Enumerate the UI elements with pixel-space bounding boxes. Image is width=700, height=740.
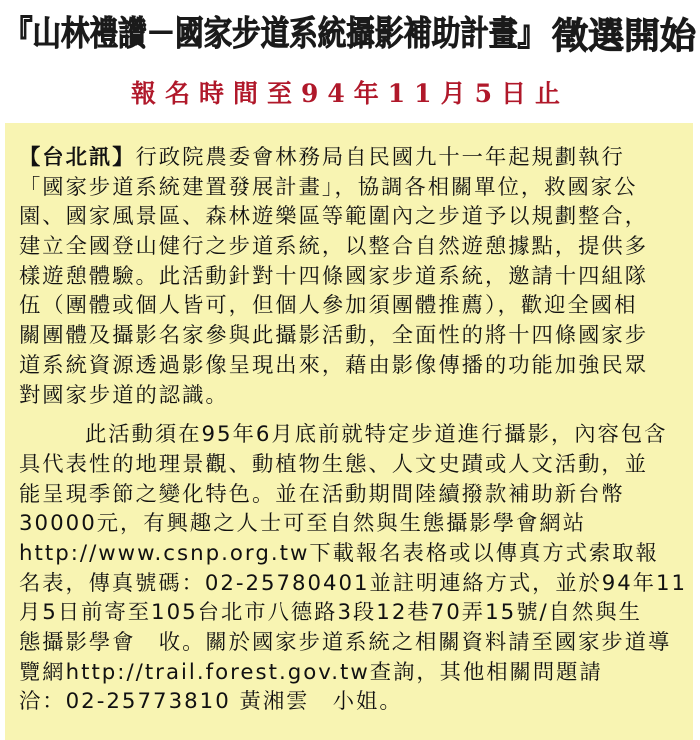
article-line: 道系統資源透過影像呈現出來，藉由影像傳播的功能加強民眾 xyxy=(19,352,649,378)
article-line: 伍（團體或個人皆可，但個人參加須團體推薦），歡迎全國相 xyxy=(19,293,638,319)
article-line: 態攝影學會 收。關於國家步道系統之相關資料請至國家步道導 xyxy=(19,630,672,655)
article-line: 建立全國登山健行之步道系統，以整合自然遊憩據點，提供多 xyxy=(19,234,649,260)
dateline: 【台北訊】 xyxy=(19,145,136,170)
article-line: 洽：02-25773810 黃湘雲 小姐。 xyxy=(19,689,403,715)
headline xyxy=(4,0,696,60)
article-box xyxy=(5,123,693,740)
deadline-text: 報名時間至94年11月5日止 xyxy=(131,79,569,108)
article-line: 覽網http://trail.forest.gov.tw查詢，其他相關問題請 xyxy=(19,659,603,685)
headline-subtitle: 徵選開始 xyxy=(551,16,696,57)
article-line: 關團體及攝影名家參與此攝影活動，全面性的將十四條國家步 xyxy=(19,323,649,349)
article-line: 樣遊憩體驗。此活動針對十四條國家步道系統，邀請十四組隊 xyxy=(19,263,649,289)
registration-deadline xyxy=(0,74,700,110)
article-text: 行政院農委會林務局自民國九十一年起規劃執行 xyxy=(135,145,625,170)
paragraph-gap xyxy=(19,410,687,420)
article-line xyxy=(19,143,687,173)
article-line: 月5日前寄至105台北市八德路3段12巷70弄15號/自然與生 xyxy=(19,600,642,626)
article-body xyxy=(19,143,687,717)
headline-title: 『山林禮讚－國家步道系統攝影補助計畫』 xyxy=(4,13,546,54)
article-line: 「國家步道系統建置發展計畫」，協調各相關單位，救國家公 xyxy=(19,174,638,200)
article-line: 具代表性的地理景觀、動植物生態、人文史蹟或人文活動，並 xyxy=(19,451,649,477)
article-line: http://www.csnp.org.tw下載報名表格或以傳真方式索取報 xyxy=(19,540,659,566)
article-line: 此活動須在95年6月底前就特定步道進行攝影，內容包含 xyxy=(85,422,668,448)
article-line: 能呈現季節之變化特色。並在活動期間陸續撥款補助新台幣 xyxy=(19,481,625,507)
article-line: 園、國家風景區、森林遊樂區等範圍內之步道予以規劃整合， xyxy=(19,204,649,230)
article-line: 對國家步道的認識。 xyxy=(19,382,229,408)
article-line: 名表，傳真號碼：02-25780401並註明連絡方式，並於94年11 xyxy=(19,570,688,596)
article-line: 30000元，有興趣之人士可至自然與生態攝影學會網站 xyxy=(19,511,586,537)
